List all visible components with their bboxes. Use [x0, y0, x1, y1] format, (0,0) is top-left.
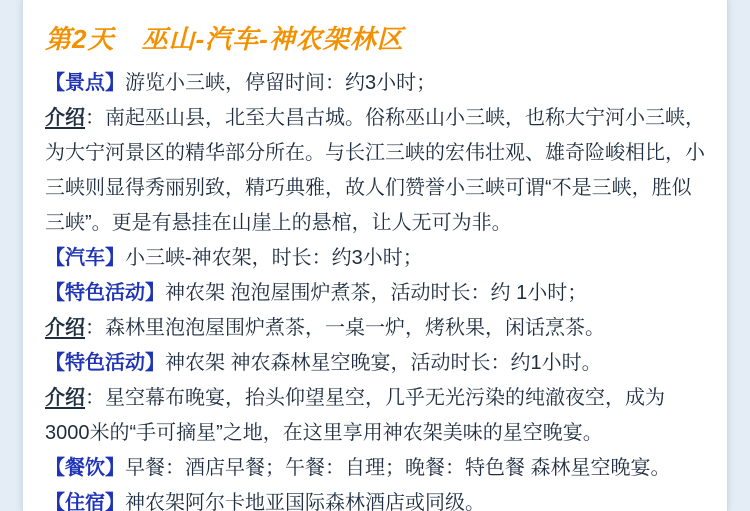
row-text: 游览小三峡，停留时间：约3小时； — [125, 72, 437, 94]
itinerary-card — [22, 0, 728, 511]
row-intro-label: 介绍 — [45, 387, 85, 409]
row-tag-label: 【特色活动】 — [45, 282, 165, 304]
row-tag-label: 【景点】 — [45, 72, 125, 94]
itinerary-row — [45, 101, 707, 241]
day-title: 第2天 巫山-汽车-神农架林区 — [45, 24, 404, 54]
itinerary-row — [45, 276, 707, 311]
row-text: 神农架阿尔卡地亚国际森林酒店或同级。 — [125, 492, 485, 511]
itinerary-row — [45, 241, 707, 276]
itinerary-rows — [45, 66, 707, 511]
row-tag-label: 【特色活动】 — [45, 352, 165, 374]
row-text: 早餐：酒店早餐；午餐：自理；晚餐：特色餐 森林星空晚宴。 — [125, 457, 671, 479]
row-text: ：星空幕布晚宴，抬头仰望星空，几乎无光污染的纯澈夜空，成为3000米的“手可摘星”之地，在这里享用神农架美味的星空晚宴。 — [45, 387, 665, 444]
row-text: ：森林里泡泡屋围炉煮茶，一桌一炉，烤秋果，闲话烹茶。 — [85, 317, 605, 339]
row-tag-label: 【住宿】 — [45, 492, 125, 511]
row-text: 神农架 神农森林星空晚宴，活动时长：约1小时。 — [165, 352, 602, 374]
itinerary-row — [45, 381, 707, 451]
row-text: ：南起巫山县，北至大昌古城。俗称巫山小三峡，也称大宁河小三峡，为大宁河景区的精华部分所在。与长江三峡的宏伟壮观、雄奇险峻相比，小三峡则显得秀丽别致，精巧典雅，故人们赞誉小三峡可谓“不是三峡，胜似三峡”。更是有悬挂在山崖上的悬棺，让人无可为非。 — [45, 107, 705, 234]
row-tag-label: 【餐饮】 — [45, 457, 125, 479]
itinerary-row — [45, 451, 707, 486]
itinerary-row — [45, 346, 707, 381]
row-intro-label: 介绍 — [45, 107, 85, 129]
row-tag-label: 【汽车】 — [45, 247, 125, 269]
itinerary-row — [45, 311, 707, 346]
row-text: 小三峡-神农架，时长：约3小时； — [125, 247, 423, 269]
row-text: 神农架 泡泡屋围炉煮茶，活动时长：约 1小时； — [165, 282, 588, 304]
itinerary-row — [45, 66, 707, 101]
row-intro-label: 介绍 — [45, 317, 85, 339]
itinerary-row — [45, 486, 707, 511]
